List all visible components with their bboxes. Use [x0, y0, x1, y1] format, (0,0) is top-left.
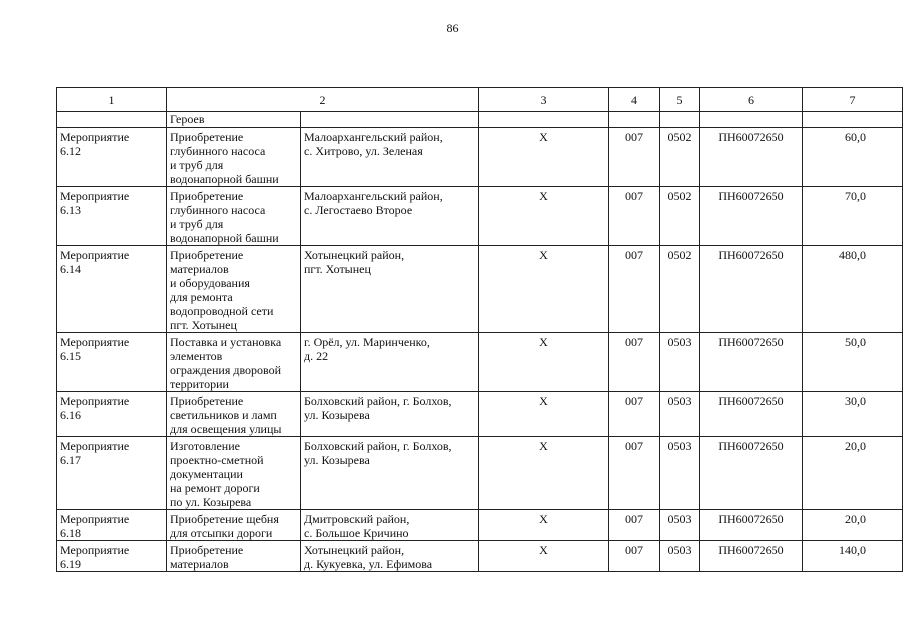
header-col-4: 4: [609, 88, 660, 112]
description-cell-line: водонапорной башни: [170, 172, 279, 186]
location-cell-line: с. Легостаево Второе: [304, 203, 413, 217]
description-cell-line: на ремонт дороги: [170, 481, 260, 495]
target-code-cell: ПН60072650: [700, 392, 803, 437]
description-cell-line: и труб для: [170, 158, 224, 172]
description-cell-line: светильников и ламп: [170, 408, 277, 422]
header-col-2: 2: [167, 88, 479, 112]
event-cell: [57, 187, 167, 246]
event-cell-line: Мероприятие: [60, 189, 130, 203]
amount-cell: 480,0: [803, 246, 903, 333]
event-cell-line: Мероприятие: [60, 394, 130, 408]
x-mark-cell: Х: [479, 187, 609, 246]
description-cell-line: Приобретение щебня: [170, 512, 279, 526]
description-cell-line: проектно-сметной: [170, 453, 264, 467]
amount-cell: 70,0: [803, 187, 903, 246]
table-row: [57, 333, 903, 392]
description-cell: [167, 187, 301, 246]
description-cell-line: Приобретение: [170, 248, 244, 262]
x-mark-cell: Х: [479, 541, 609, 572]
x-mark-cell: Х: [479, 128, 609, 187]
continuation-col-5: [660, 112, 700, 128]
location-cell-line: Малоархангельский район,: [304, 130, 443, 144]
table-row: [57, 541, 903, 572]
section-code-cell: 0503: [660, 437, 700, 510]
description-cell-line: Приобретение: [170, 130, 244, 144]
location-cell: [301, 333, 479, 392]
ministry-code-cell: 007: [609, 392, 660, 437]
description-cell-line: глубинного насоса: [170, 203, 266, 217]
header-col-5: 5: [660, 88, 700, 112]
amount-cell: 20,0: [803, 510, 903, 541]
header-row: [57, 88, 903, 112]
amount-cell: 50,0: [803, 333, 903, 392]
section-code-cell: 0502: [660, 246, 700, 333]
event-cell: [57, 510, 167, 541]
description-cell-line: Приобретение: [170, 394, 244, 408]
description-cell-line: документации: [170, 467, 243, 481]
description-cell-line: Изготовление: [170, 439, 240, 453]
location-cell: [301, 510, 479, 541]
section-code-cell: 0503: [660, 510, 700, 541]
event-cell-line: Мероприятие: [60, 439, 130, 453]
section-code-cell: 0502: [660, 128, 700, 187]
continuation-col-7: [803, 112, 903, 128]
x-mark-cell: Х: [479, 392, 609, 437]
target-code-cell: ПН60072650: [700, 541, 803, 572]
target-code-cell: ПН60072650: [700, 246, 803, 333]
header-col-3: 3: [479, 88, 609, 112]
ministry-code-cell: 007: [609, 437, 660, 510]
header-col-7: 7: [803, 88, 903, 112]
ministry-code-cell: 007: [609, 510, 660, 541]
description-cell: [167, 246, 301, 333]
description-cell-line: пгт. Хотынец: [170, 318, 237, 332]
location-cell: [301, 187, 479, 246]
description-cell-line: Приобретение: [170, 189, 244, 203]
location-cell-line: Болховский район, г. Болхов,: [304, 394, 452, 408]
location-cell: [301, 437, 479, 510]
location-cell: [301, 392, 479, 437]
section-code-cell: 0502: [660, 187, 700, 246]
event-cell-line: 6.15: [60, 349, 81, 363]
amount-cell: 20,0: [803, 437, 903, 510]
description-cell: [167, 541, 301, 572]
continuation-location: [301, 112, 479, 128]
description-cell-line: водонапорной башни: [170, 231, 279, 245]
description-cell-line: и труб для: [170, 217, 224, 231]
x-mark-cell: Х: [479, 333, 609, 392]
event-cell-line: 6.19: [60, 557, 81, 571]
continuation-col-4: [609, 112, 660, 128]
event-cell: [57, 437, 167, 510]
x-mark-cell: Х: [479, 246, 609, 333]
table-row: [57, 246, 903, 333]
description-cell-line: ограждения дворовой: [170, 363, 282, 377]
table-row: [57, 187, 903, 246]
event-cell-line: Мероприятие: [60, 512, 130, 526]
table-row: [57, 437, 903, 510]
event-cell: [57, 128, 167, 187]
continuation-row: [57, 112, 903, 128]
target-code-cell: ПН60072650: [700, 128, 803, 187]
event-cell-line: 6.13: [60, 203, 81, 217]
location-cell-line: с. Хитрово, ул. Зеленая: [304, 144, 423, 158]
event-cell-line: Мероприятие: [60, 335, 130, 349]
location-cell-line: г. Орёл, ул. Маринченко,: [304, 335, 430, 349]
location-cell-line: с. Большое Кричино: [304, 526, 409, 540]
continuation-col-3: [479, 112, 609, 128]
section-code-cell: 0503: [660, 541, 700, 572]
location-cell-line: Хотынецкий район,: [304, 543, 405, 557]
location-cell-line: ул. Козырева: [304, 408, 370, 422]
description-cell-line: по ул. Козырева: [170, 495, 252, 509]
location-cell: [301, 246, 479, 333]
ministry-code-cell: 007: [609, 128, 660, 187]
header-col-6: 6: [700, 88, 803, 112]
description-cell: [167, 392, 301, 437]
location-cell-line: Малоархангельский район,: [304, 189, 443, 203]
description-cell-line: водопроводной сети: [170, 304, 274, 318]
event-cell-line: Мероприятие: [60, 248, 130, 262]
location-cell-line: Хотынецкий район,: [304, 248, 405, 262]
event-cell-line: 6.16: [60, 408, 81, 422]
x-mark-cell: Х: [479, 510, 609, 541]
event-cell: [57, 541, 167, 572]
event-cell-line: 6.12: [60, 144, 81, 158]
event-cell-line: 6.14: [60, 262, 81, 276]
table-row: [57, 510, 903, 541]
event-cell-line: 6.17: [60, 453, 81, 467]
event-cell-line: Мероприятие: [60, 130, 130, 144]
location-cell-line: ул. Козырева: [304, 453, 370, 467]
section-code-cell: 0503: [660, 333, 700, 392]
target-code-cell: ПН60072650: [700, 510, 803, 541]
section-code-cell: 0503: [660, 392, 700, 437]
description-cell-line: Приобретение: [170, 543, 244, 557]
description-cell-line: для ремонта: [170, 290, 233, 304]
description-cell-line: и оборудования: [170, 276, 250, 290]
event-cell: [57, 392, 167, 437]
description-cell-line: материалов: [170, 262, 229, 276]
ministry-code-cell: 007: [609, 541, 660, 572]
description-cell-line: материалов: [170, 557, 229, 571]
ministry-code-cell: 007: [609, 246, 660, 333]
table-row: [57, 128, 903, 187]
x-mark-cell: Х: [479, 437, 609, 510]
event-cell: [57, 333, 167, 392]
ministry-code-cell: 007: [609, 187, 660, 246]
description-cell-line: глубинного насоса: [170, 144, 266, 158]
description-cell-line: для освещения улицы: [170, 422, 282, 436]
location-cell-line: Болховский район, г. Болхов,: [304, 439, 452, 453]
continuation-col-6: [700, 112, 803, 128]
ministry-code-cell: 007: [609, 333, 660, 392]
location-cell-line: Дмитровский район,: [304, 512, 410, 526]
description-cell: [167, 437, 301, 510]
amount-cell: 140,0: [803, 541, 903, 572]
description-cell-line: для отсыпки дороги: [170, 526, 273, 540]
description-cell: [167, 510, 301, 541]
event-cell-line: 6.18: [60, 526, 81, 540]
target-code-cell: ПН60072650: [700, 333, 803, 392]
event-cell: [57, 246, 167, 333]
description-cell: [167, 333, 301, 392]
description-cell-line: элементов: [170, 349, 223, 363]
continuation-description: Героев: [167, 112, 301, 128]
amount-cell: 30,0: [803, 392, 903, 437]
header-col-1: 1: [57, 88, 167, 112]
amount-cell: 60,0: [803, 128, 903, 187]
budget-table: [56, 87, 903, 572]
target-code-cell: ПН60072650: [700, 187, 803, 246]
location-cell: [301, 541, 479, 572]
description-cell: [167, 128, 301, 187]
location-cell-line: д. 22: [304, 349, 329, 363]
location-cell-line: д. Кукуевка, ул. Ефимова: [304, 557, 433, 571]
description-cell-line: территории: [170, 377, 229, 391]
location-cell-line: пгт. Хотынец: [304, 262, 371, 276]
location-cell: [301, 128, 479, 187]
target-code-cell: ПН60072650: [700, 437, 803, 510]
table-row: [57, 392, 903, 437]
event-cell-line: Мероприятие: [60, 543, 130, 557]
description-cell-line: Поставка и установка: [170, 335, 282, 349]
continuation-col-1: [57, 112, 167, 128]
page-number: 86: [446, 21, 459, 35]
